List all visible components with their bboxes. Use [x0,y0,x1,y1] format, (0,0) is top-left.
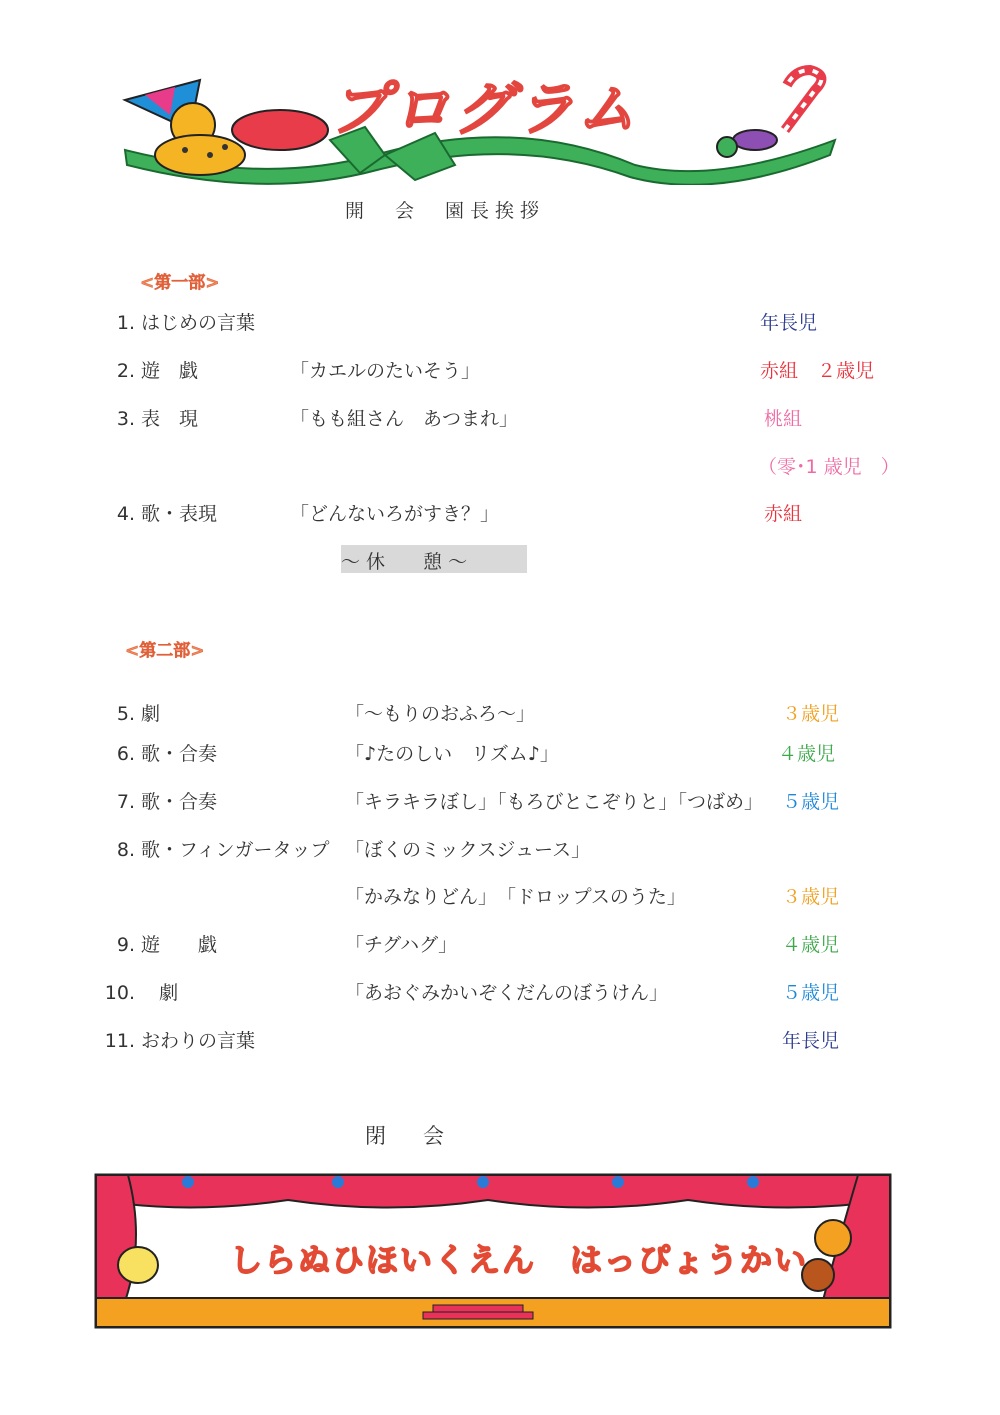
program-row: 9. 遊 戯 [116,934,218,956]
performer-label: 年長児 [782,1030,840,1052]
performer-label: ５歳児 [782,982,840,1004]
performer-label: 赤組 [764,503,803,525]
program-title: 「どんないろがすき？」 [290,503,500,525]
program-title-secondary: 「かみなりどん」 「ドロップスのうた」 [345,886,686,908]
performer-label: 年長児 [760,312,818,334]
program-title: 「～もりのおふろ～」 [345,703,536,725]
program-row: 2. 遊 戯 [116,360,199,382]
performer-label: ３歳児 [782,886,840,908]
program-title: 「チグハグ」 [345,934,458,956]
program-row: 8. 歌・フィンガータップ [116,839,330,861]
program-title: 「カエルのたいそう」 [290,360,481,382]
performer-note: （零･1 歳児 ） [758,456,900,478]
program-title: 「あおぐみかいぞくだんのぼうけん」 [345,982,669,1004]
closing-label: 閉 会 [365,1124,452,1148]
page-title: プログラム [330,75,640,143]
performer-label: ４歳児 [782,934,840,956]
program-row: 7. 歌・合奏 [116,791,218,813]
program-row: 10. 劇 [104,982,179,1004]
program-title: 「キラキラぼし」「もろびとこぞりと」「つばめ」 [345,791,764,813]
opening-line: 開 会 園長挨拶 [345,200,546,222]
program-title: 「♪たのしい リズム♪」 [345,743,559,765]
performer-label: ４歳児 [778,743,836,765]
program-row: 1. はじめの言葉 [116,312,256,334]
performer-label: ３歳児 [782,703,840,725]
performer-label: 赤組 ２歳児 [760,360,875,382]
performer-label: ５歳児 [782,791,840,813]
part1-heading: <第一部> [140,273,220,293]
program-row: 4. 歌・表現 [116,503,218,525]
program-row: 11. おわりの言葉 [104,1030,256,1052]
program-row: 3. 表 現 [116,408,199,430]
footer-banner-text: しらぬひほいくえん はっぴょうかい [230,1241,809,1279]
intermission-label: ～ 休 憩 ～ [341,545,527,573]
program-row: 6. 歌・合奏 [116,743,218,765]
program-title: 「もも組さん あつまれ」 [290,408,519,430]
performer-label: 桃組 [764,408,803,430]
program-title: 「ぼくのミックスジュース」 [345,839,591,861]
part2-heading: <第二部> [125,641,205,661]
program-row: 5. 劇 [116,703,161,725]
